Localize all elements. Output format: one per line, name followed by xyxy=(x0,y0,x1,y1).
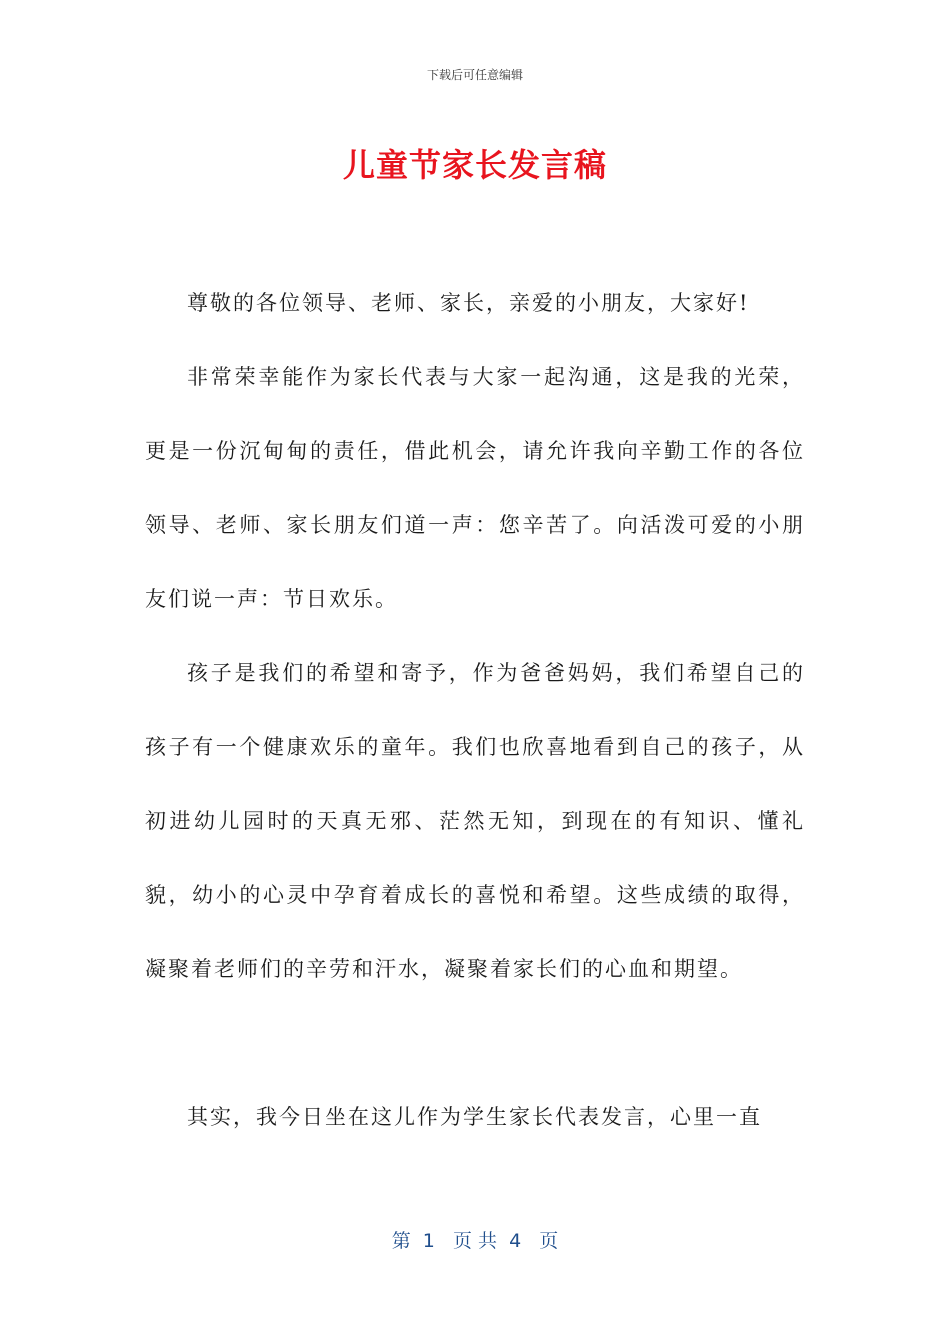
header-note: 下载后可任意编辑 xyxy=(426,68,523,82)
document-title: 儿童节家长发言稿 xyxy=(342,146,607,184)
paragraph-greeting: 尊敬的各位领导、老师、家长，亲爱的小朋友，大家好! xyxy=(187,291,750,315)
paragraph-thanks: 非常荣幸能作为家长代表与大家一起沟通，这是我的光荣，更是一份沉甸甸的责任，借此机会，请允许我向辛勤工作的各位领导、老师、家长朋友们道一声：您辛苦了。向活泼可爱的小朋友们说一声：节日欢乐。 xyxy=(145,365,805,611)
document-body xyxy=(145,266,805,1154)
page-number-footer: 第 1 页 共 4 页 xyxy=(391,1230,559,1252)
paragraph-gap xyxy=(145,1006,805,1080)
paragraph-reflection: 其实，我今日坐在这儿作为学生家长代表发言，心里一直 xyxy=(187,1105,762,1129)
paragraph-children: 孩子是我们的希望和寄予，作为爸爸妈妈，我们希望自己的孩子有一个健康欢乐的童年。我们也欣喜地看到自己的孩子，从初进幼儿园时的天真无邪、茫然无知，到现在的有知识、懂礼貌，幼小的心灵中孕育着成长的喜悦和希望。这些成绩的取得，凝聚着老师们的辛劳和汗水，凝聚着家长们的心血和期望。 xyxy=(145,661,805,981)
